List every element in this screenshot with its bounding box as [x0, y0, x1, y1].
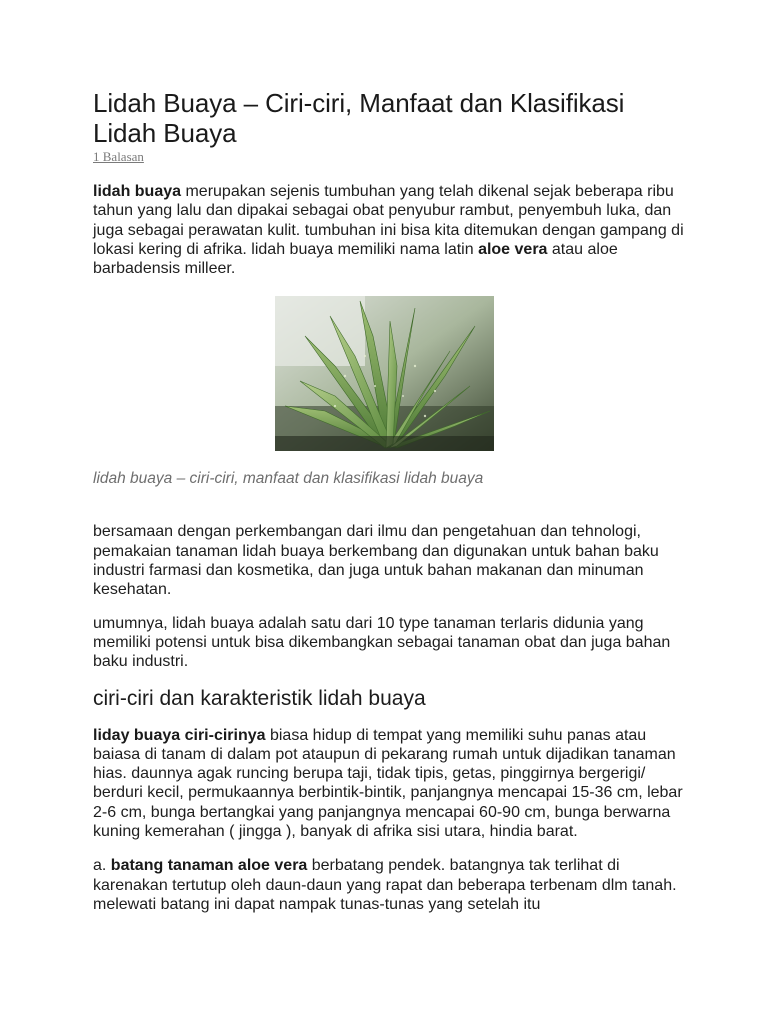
paragraph-5-bold: batang tanaman aloe vera [110, 857, 308, 875]
intro-text-2: atau aloe barbadensis milleer. [93, 240, 618, 278]
intro-bold-term: lidah buaya [93, 183, 182, 200]
paragraph-4-bold: liday buaya ciri-cirinya [93, 726, 266, 744]
paragraph-5-text: berbatang pendek. batangnya tak terlihat di karenakan tertutup oleh daun-daun yang rapat dan beberapa terbenam dlm tanah. melewati batang ini dapat nampak tunas-tunas yang setelah itu [93, 857, 677, 913]
paragraph-3: umumnya, lidah buaya adalah satu dari 10 type tanaman terlaris didunia yang memiliki potensi untuk bisa dikembangkan sebagai tanaman obat dan juga bahan baku industri. [93, 614, 671, 671]
intro-text-1: merupakan sejenis tumbuhan yang telah dikenal sejak beberapa ribu tahun yang lalu dan dipakai sebagai obat penyubur rambut, penyembuh luka, dan juga sebagai perawatan kulit. tumbuhan ini bisa kita ditemukan dengan gampang di lokasi kering di afrika. lidah buaya memiliki nama latin [93, 183, 684, 258]
replies-link[interactable]: 1 Balasan [93, 149, 144, 164]
paragraph-4-text: biasa hidup di tempat yang memiliki suhu panas atau baiasa di tanam di dalam pot ataupun di pekarang rumah untuk dijadikan tanaman hias. daunnya agak runcing berupa taji, tidak tipis, getas, pinggirnya bergerigi/ berduri kecil, permukaannya berbintik-bintik, panjangnya mencapai 15-36 cm, lebar 2-6 cm, bunga bertangkai yang panjangnya mencapai 60-90 cm, bunga berwarna kuning kemerahan ( jingga ), banyak di afrika sisi utara, hindia barat. [93, 726, 683, 841]
section-heading: ciri-ciri dan karakteristik lidah buaya [93, 686, 426, 710]
aloe-vera-photo [275, 296, 494, 451]
article [93, 88, 693, 914]
image-caption: lidah buaya – ciri-ciri, manfaat dan klasifikasi lidah buaya [93, 470, 484, 488]
paragraph-5 [93, 856, 693, 914]
paragraph-4 [93, 726, 693, 842]
intro-paragraph [93, 182, 693, 278]
paragraph-5-prefix: a. [93, 857, 111, 875]
paragraph-2: bersamaan dengan perkembangan dari ilmu dan pengetahuan dan tehnologi, pemakaian tanaman lidah buaya berkembang dan digunakan untuk bahan baku industri farmasi dan kosmetika, dan juga untuk bahan makanan dan minuman kesehatan. [93, 523, 659, 599]
article-title: Lidah Buaya – Ciri-ciri, Manfaat dan Klasifikasi Lidah Buaya [93, 88, 625, 148]
intro-bold-latin: aloe vera [478, 240, 548, 258]
